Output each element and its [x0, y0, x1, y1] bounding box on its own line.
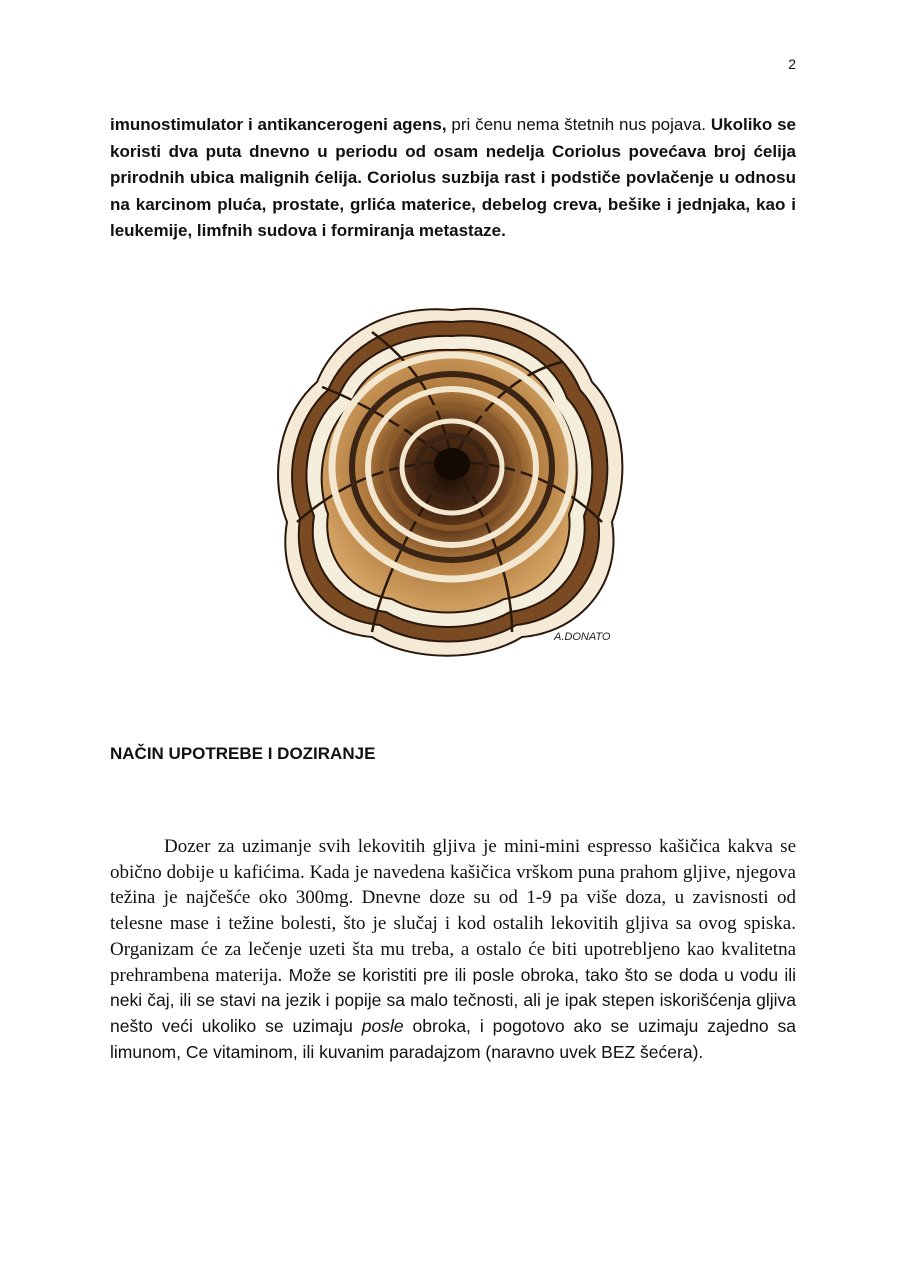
- artist-signature: A.DONATO: [554, 631, 611, 643]
- intro-paragraph: [110, 112, 796, 245]
- page-number: 2: [788, 56, 796, 72]
- intro-regular-text: pri čenu nema štetnih nus pojava.: [446, 115, 711, 134]
- dosage-paragraph: [110, 834, 796, 1065]
- dosage-sans-text-1: Može se koristiti pre ili posle obroka, tako što se doda u vodu ili neki čaj, ili se stavi na jezik i popije sa malo tečnosti, ali je ipak stepen iskorišćenja gljiva nešto veći ukoliko se uzimaju: [110, 964, 796, 1036]
- mushroom-center: [434, 448, 470, 480]
- intro-bold-lead: imunostimulator i antikancerogeni agens,: [110, 115, 447, 134]
- turkey-tail-mushroom-drawing: [262, 292, 642, 672]
- dosage-sans-text-2: obroka, i pogotovo ako se uzimaju zajedno sa limunom, Ce vitaminom, ili kuvanim paradajzom (naravno uvek BEZ šećera).: [110, 1015, 797, 1062]
- intro-bold-rest: Ukoliko se koristi dva puta dnevno u periodu od osam nedelja Coriolus povećava broj ćelija prirodnih ubica malignih ćelija. Coriolus suzbija rast i podstiče povlačenje u odnosu na karcinom pluća, prostate, grlića materice, debelog creva, bešike i jednjaka, kao i leukemije, limfnih sudova i formiranja metastaze.: [110, 115, 796, 240]
- dosage-italic-word: posle: [361, 1015, 404, 1036]
- dosage-serif-text: Dozer za uzimanje svih lekovitih gljiva je mini-mini espresso kašičica kakva se obično dobije u kafićima. Kada je navedena kašičica vrškom puna prahom gljive, njegova težina je najčešće oko 300mg. Dnevne doze su od 1-9 pa više doza, u zavisnosti od telesne mase i težine bolesti, što je slučaj i kod ostalih lekovitih gljiva sa ovog spiska. Organizam će za lečenje uzeti šta mu treba, a ostalo će biti upotrebljeno kao kvalitetna prehrambena materija.: [110, 836, 796, 986]
- mushroom-illustration: [262, 292, 642, 672]
- section-heading: NAČIN UPOTREBE I DOZIRANJE: [110, 744, 376, 763]
